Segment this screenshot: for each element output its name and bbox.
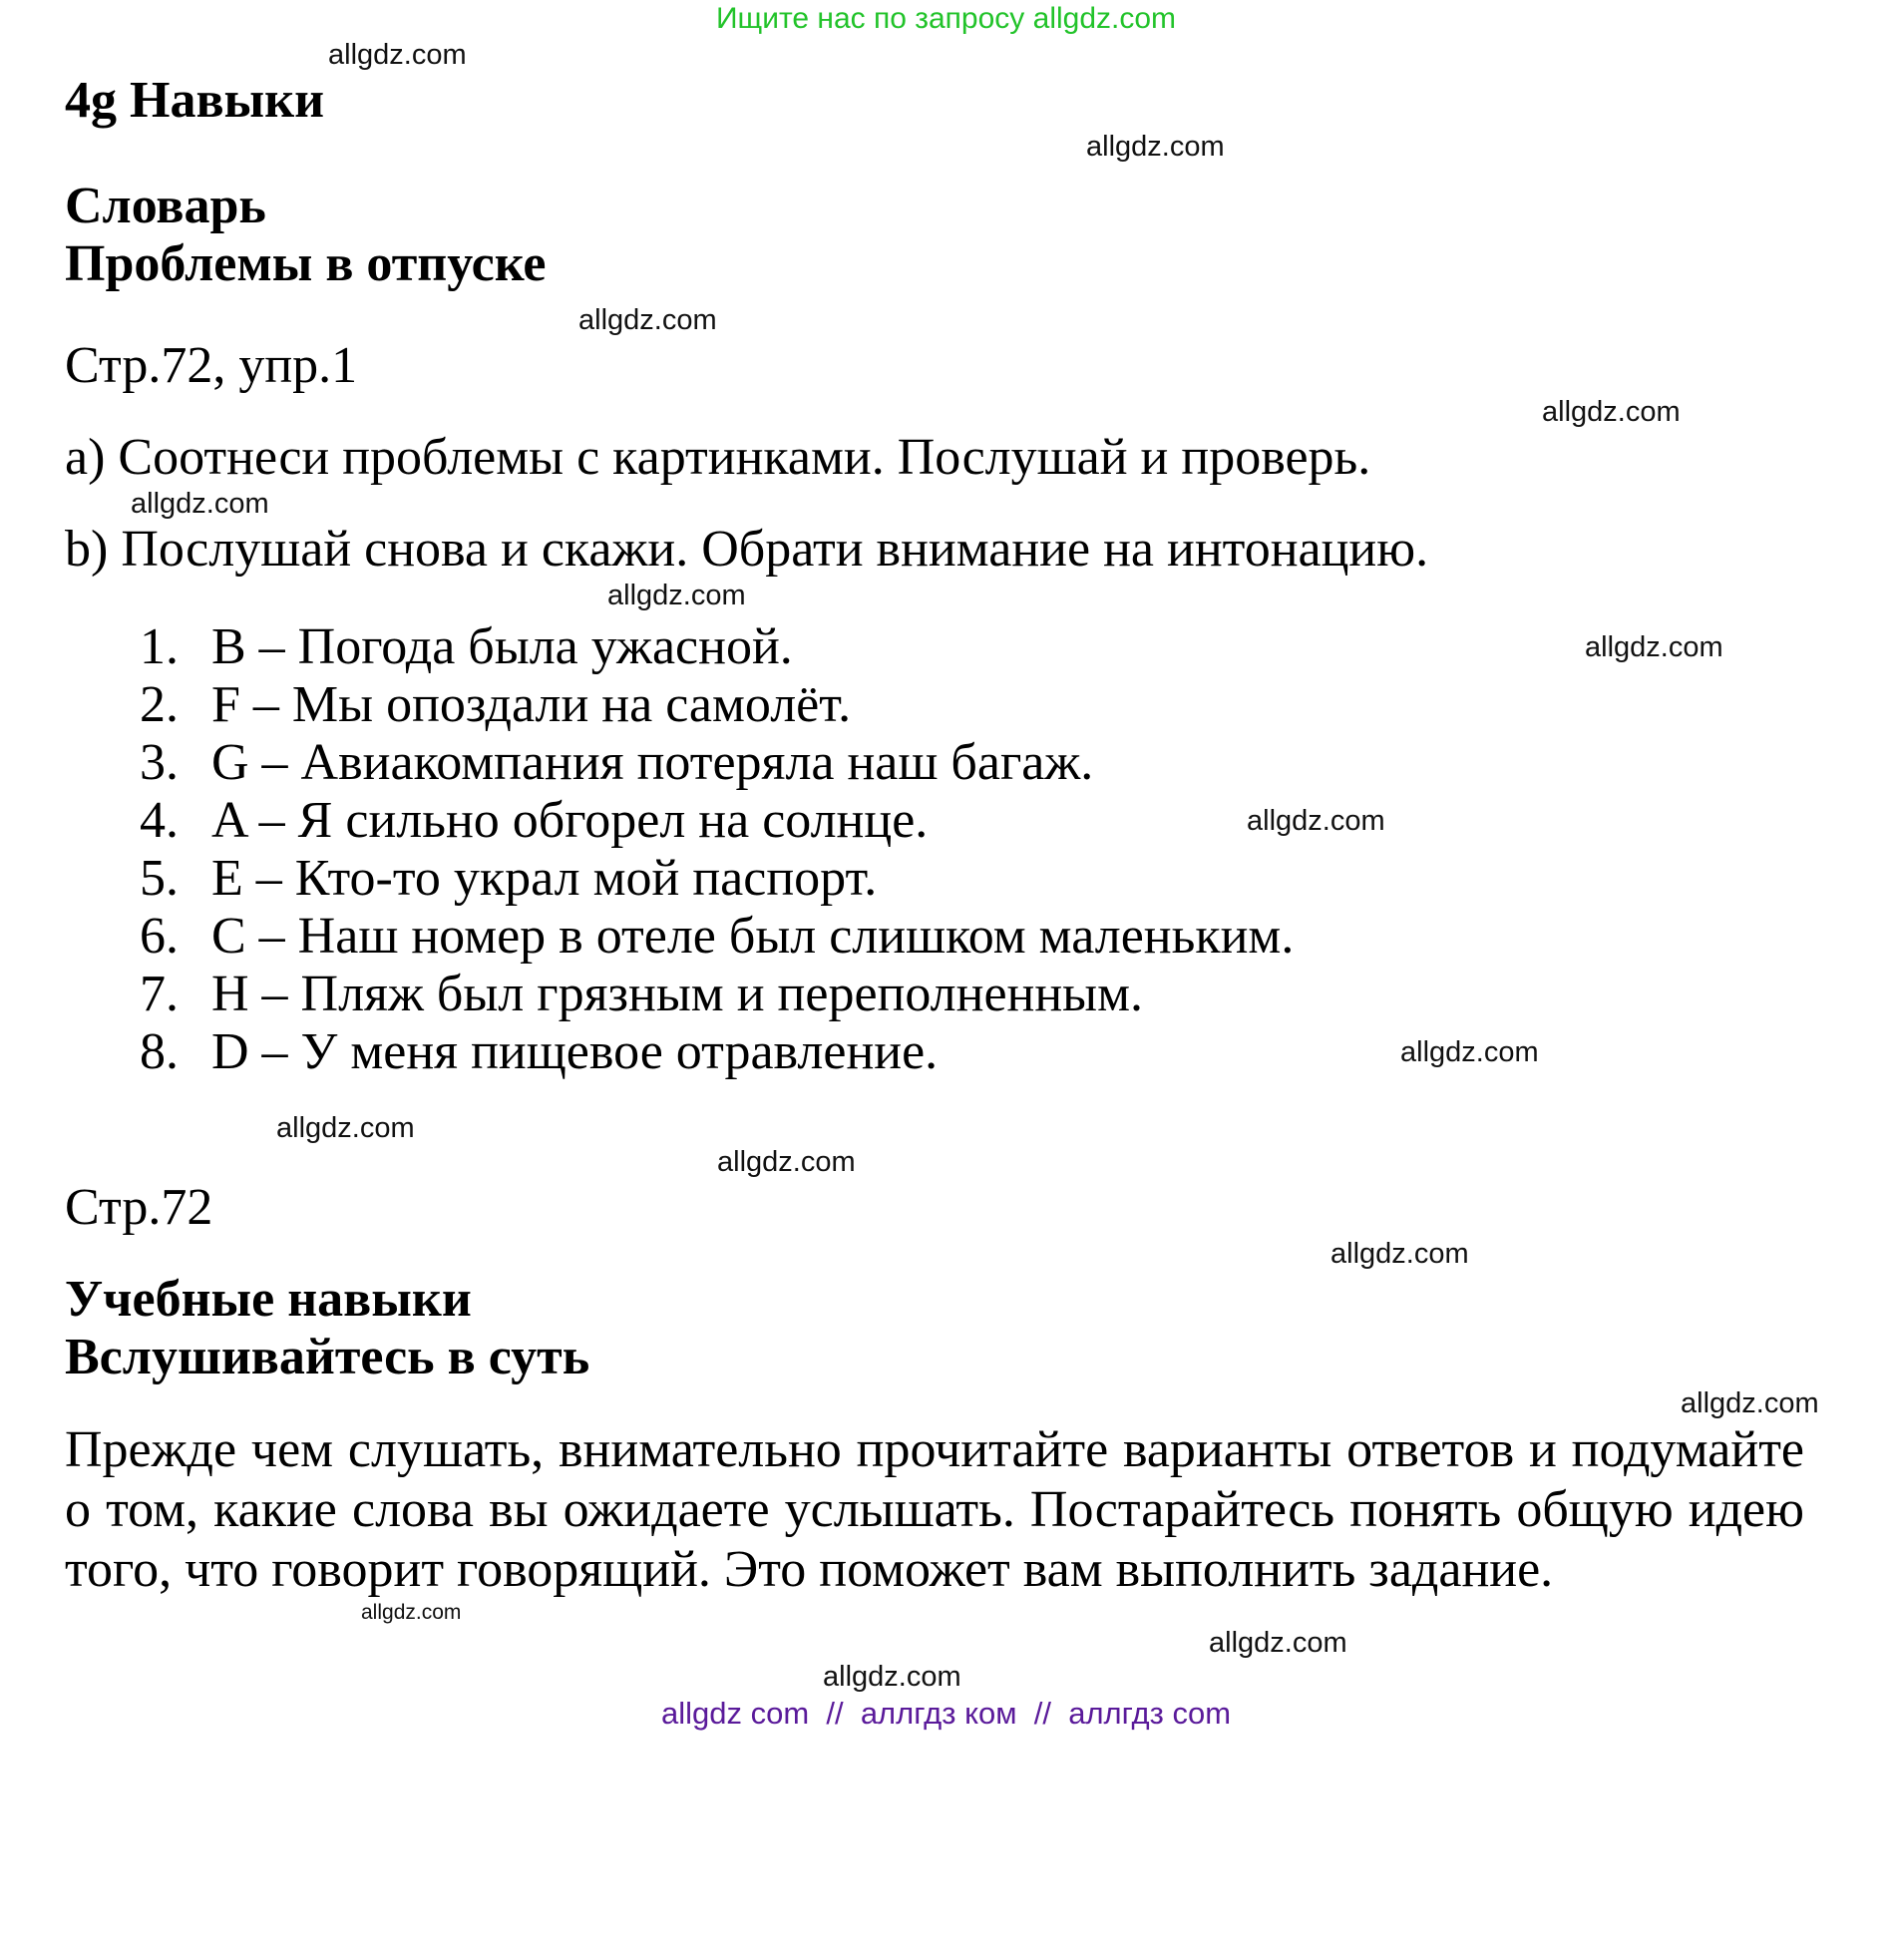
page-title: 4g Навыки: [65, 72, 325, 129]
watermark: allgdz.com: [1681, 1387, 1819, 1419]
watermark: allgdz.com: [328, 39, 467, 71]
section-heading-vocabulary: Словарь: [65, 178, 266, 234]
list-text: C – Наш номер в отеле был слишком маленьким.: [211, 908, 1295, 965]
list-text: H – Пляж был грязным и переполненным.: [211, 966, 1144, 1022]
watermark: allgdz.com: [131, 488, 269, 520]
watermark: allgdz.com: [1247, 805, 1385, 837]
task-b: b) Послушай снова и скажи. Обрати внимание на интонацию.: [65, 521, 1429, 578]
list-number: 3.: [140, 734, 179, 791]
watermark: allgdz.com: [578, 304, 717, 336]
list-item: [0, 966, 1892, 1023]
section-subheading-listen-gist: Вслушивайтесь в суть: [65, 1329, 590, 1385]
list-text: A – Я сильно обгорел на солнце.: [211, 792, 929, 849]
list-text: B – Погода была ужасной.: [211, 618, 793, 675]
list-item: [0, 908, 1892, 966]
watermark: allgdz.com: [823, 1661, 961, 1693]
exercise-reference: Стр.72, упр.1: [65, 337, 358, 394]
list-text: F – Мы опоздали на самолёт.: [211, 676, 852, 733]
list-item: [0, 618, 1892, 676]
bottom-banner-link[interactable]: allgdz com // аллгдз ком // аллгдз com: [660, 1696, 1232, 1731]
watermark: allgdz.com: [1400, 1036, 1539, 1068]
section-subheading-problems: Проблемы в отпуске: [65, 235, 547, 292]
watermark: allgdz.com: [1330, 1238, 1469, 1270]
list-number: 5.: [140, 850, 179, 907]
list-number: 4.: [140, 792, 179, 849]
watermark: allgdz.com: [1542, 396, 1681, 428]
watermark: allgdz.com: [276, 1112, 415, 1144]
page-reference: Стр.72: [65, 1179, 213, 1236]
list-number: 8.: [140, 1023, 179, 1080]
list-item: [0, 676, 1892, 734]
list-number: 1.: [140, 618, 179, 675]
list-number: 6.: [140, 908, 179, 965]
list-text: G – Авиакомпания потеряла наш багаж.: [211, 734, 1094, 791]
top-banner-link[interactable]: Ищите нас по запросу allgdz.com: [715, 2, 1177, 35]
list-item: [0, 734, 1892, 792]
watermark: allgdz.com: [1209, 1627, 1347, 1659]
list-text: E – Кто-то украл мой паспорт.: [211, 850, 878, 907]
watermark: allgdz.com: [1585, 631, 1723, 663]
list-text: D – У меня пищевое отравление.: [211, 1023, 939, 1080]
watermark: allgdz.com: [361, 1601, 462, 1624]
task-a: a) Соотнеси проблемы с картинками. Послушай и проверь.: [65, 429, 1371, 486]
watermark: allgdz.com: [1086, 131, 1225, 163]
list-item: [0, 1023, 1892, 1081]
watermark: allgdz.com: [717, 1146, 856, 1178]
section-heading-study-skills: Учебные навыки: [65, 1271, 472, 1328]
answer-list: [0, 618, 1892, 1081]
list-number: 7.: [140, 966, 179, 1022]
list-item: [0, 792, 1892, 850]
list-number: 2.: [140, 676, 179, 733]
watermark: allgdz.com: [607, 580, 746, 611]
study-skills-paragraph: Прежде чем слушать, внимательно прочитайте варианты ответов и подумайте о том, какие слова вы ожидаете услышать. Постарайтесь понять общую идею того, что говорит говорящий. Это поможет вам выполнить задание.: [65, 1421, 1804, 1598]
list-item: [0, 850, 1892, 908]
